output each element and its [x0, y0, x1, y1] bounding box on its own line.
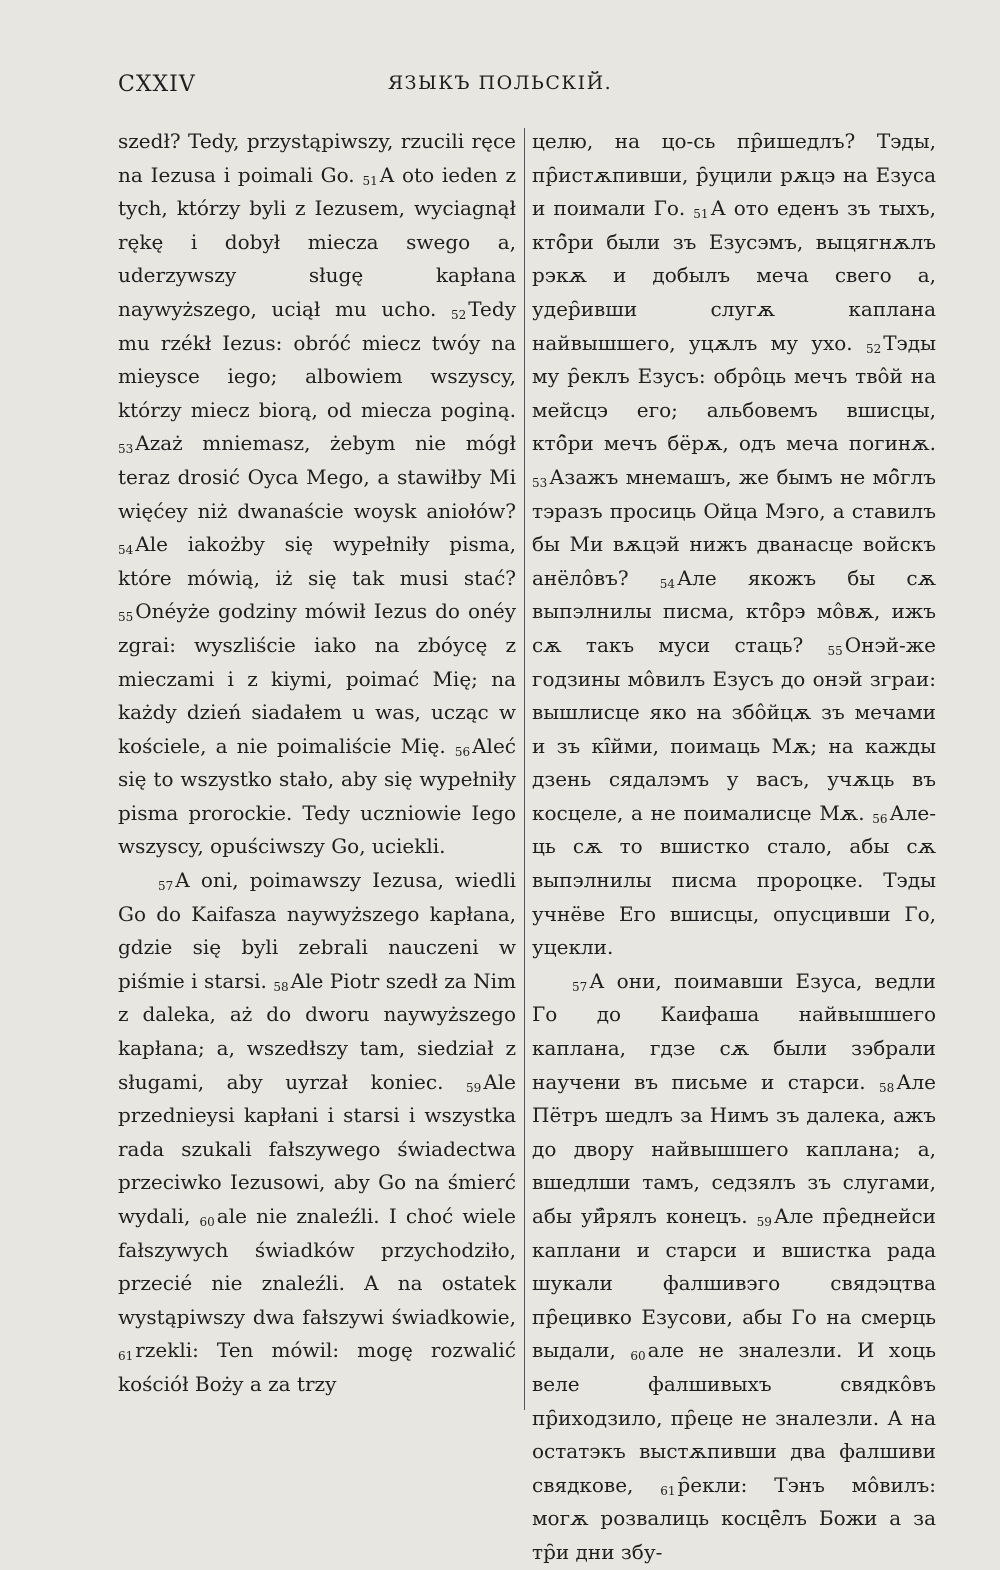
page-number: CXXIV	[118, 72, 196, 97]
text-run: Але-ць сѫ то вшистко стало, абы сѫ выпэлнилы писма пророцке. Тэды учнёве Его вшисцы, опусцивши Го, уцекли.	[532, 800, 936, 960]
verse-number: 58	[879, 1080, 895, 1095]
text-run: Але Пётръ шедлъ за Нимъ зъ далека, ажъ до двору найвышшего каплана; а, вшедлши тамъ, седзялъ зъ слугами, абы уй̑рялъ конецъ.	[532, 1069, 936, 1228]
text-run: Тэды му р̑еклъ Езусъ: обрôць мечъ твôй на мейсцэ его; альбовемъ вшисцы, ктô̑ри мечъ бёрѫ, одъ меча погинѫ.	[532, 330, 936, 456]
text-run: A oni, poimawszy Iezusa, wiedli Go do Kaifasza naywyższego kapłana, gdzie się byli zebrali nauczeni w piśmie i starsi.	[118, 868, 516, 993]
column-divider	[524, 128, 525, 1410]
verse-number: 55	[118, 610, 134, 625]
verse-number: 51	[693, 207, 709, 222]
polish-text-column	[118, 125, 516, 1402]
text-run: Ale Piotr szedł za Nim z daleka, aż do dworu naywyższego kapłana; a, wszedłszy tam, siedział z sługami, aby uyrzał koniec.	[118, 968, 517, 1094]
verse-number: 60	[630, 1349, 646, 1364]
verse-number: 56	[454, 744, 471, 759]
text-run: Ale przednieysi kapłani i starsi i wszystka rada szukali fałszywego świadectwa przeciwko Iezusowi, aby Go na śmierć wydali,	[118, 1069, 516, 1228]
text-run: A oto ieden z tych, którzy byli z Iezusem, wyciagnął rękę i dobył miecza swego a, uderzywszy sługę kapłana naywyższego, uciął mu ucho.	[118, 162, 516, 321]
verse-number: 51	[362, 173, 378, 188]
cyrillic-transliteration-column	[532, 125, 936, 1570]
text-run: szedł? Tedy, przystąpiwszy, rzucili ręce na Iezusa i poimali Go.	[118, 129, 516, 187]
text-run: Азажъ мнемашъ, же бымъ не мô̑глъ тэразъ просиць Ойца Мэго, а ставилъ бы Ми вѫцэй нижъ дванасце войскъ анёлôвъ?	[532, 464, 936, 590]
verse-number: 56	[872, 811, 888, 826]
text-run: Але якожъ бы сѫ выпэлнилы писма, ктô̑рэ мôвѫ, ижъ сѫ такъ муси стаць?	[532, 565, 936, 657]
verse-number: 61	[660, 1483, 676, 1498]
verse-number: 59	[756, 1215, 772, 1229]
left-paragraph-1	[118, 125, 516, 864]
text-run: Onéyże godziny mówił Iezus do onéy zgrai: wyszliście iako na zbóycę z mieczami i z kiymi, poimać Mię; na każdy dzień siadałem u was, ucząc w kościele, a nie poimaliście Mię.	[118, 599, 516, 758]
text-run: р̑екли: Тэнъ мôвилъ: могѫ розвалиць косцё̑лъ Божи а за тр̑и дни збу-	[532, 1472, 937, 1564]
text-run: але не зналезли. И хоць веле фалшивыхъ свядкôвъ пр̑иходзило, пр̑еце не зналезли. А на остатэкъ выстѫпивши два фалшиви свядкове,	[532, 1338, 937, 1497]
verse-number: 59	[466, 1080, 482, 1095]
verse-number: 58	[273, 979, 289, 994]
running-header	[118, 72, 882, 108]
verse-number: 60	[199, 1215, 215, 1229]
right-paragraph-1	[532, 125, 936, 965]
verse-number: 54	[118, 543, 134, 558]
text-run: Але пр̑еднейси каплани и старси и вшистка рада шукали фалшивэго свядэцтва пр̑ецивко Езусови, абы Го на смерць выдали,	[532, 1204, 936, 1363]
verse-number: 57	[572, 979, 588, 994]
text-run: А ото еденъ зъ тыхъ, ктô̑ри были зъ Езусэмъ, выцягнѫлъ рэкѫ и добылъ меча свего а, удер̑ивши слугѫ каплана найвышшего, уцѫлъ му ухо.	[532, 196, 936, 355]
text-run: Ale iakożby się wypełniły pisma, które mówią, iż się tak musi stać?	[118, 532, 516, 590]
verse-number: 53	[532, 475, 548, 490]
verse-number: 55	[827, 643, 843, 658]
verse-number: 54	[659, 576, 675, 591]
text-run: целю, на цо-сь пр̑ишедлъ? Тэды, пр̑истѫпивши, р̑уцили рѫцэ на Езуса и поимали Го.	[532, 129, 936, 221]
running-title: ЯЗЫКЪ ПОЛЬСКІЙ.	[387, 72, 613, 94]
text-run: Онэй-же годзины мôвилъ Езусъ до онэй зграи: вышлисце яко на збôйцѫ зъ мечами и зъ кі̑йми, поимаць Мѫ; на кажды дзень сядалэмъ у васъ, учѫць въ косцеле, а не поималисце Мѫ.	[532, 632, 936, 825]
text-run: rzekli: Ten mówil: mogę rozwalić kościół Boży a za trzy	[118, 1338, 516, 1396]
verse-number: 52	[865, 341, 882, 356]
right-paragraph-2	[532, 965, 936, 1570]
text-run: Aleć się to wszystko stało, aby się wypełniły pisma prorockie. Tedy uczniowie Iego wszyscy, opuściwszy Go, uciekli.	[118, 733, 516, 859]
verse-number: 57	[158, 879, 174, 894]
left-paragraph-2	[118, 864, 516, 1402]
text-run: Tedy mu rzékł Iezus: obróć miecz twóy na mieysce iego; albowiem wszyscy, którzy miecz biorą, od miecza poginą.	[118, 296, 516, 422]
text-run: ale nie znaleźli. I choć wiele fałszywych świadków przychodziło, przecié nie znaleźli. A na ostatek wystąpiwszy dwa fałszywi świadkowie,	[118, 1204, 516, 1329]
verse-number: 53	[118, 442, 134, 457]
text-run: А они, поимавши Езуса, ведли Го до Каифаша найвышшего каплана, гдзе сѫ были зэбрали научени въ письме и старси.	[532, 968, 936, 1094]
verse-number: 61	[118, 1349, 134, 1364]
text-run: Azaż mniemasz, żebym nie mógł teraz drosić Oyca Mego, a stawiłby Mi więćey niż dwanaście woysk aniołów?	[118, 431, 516, 523]
verse-number: 52	[450, 307, 467, 322]
